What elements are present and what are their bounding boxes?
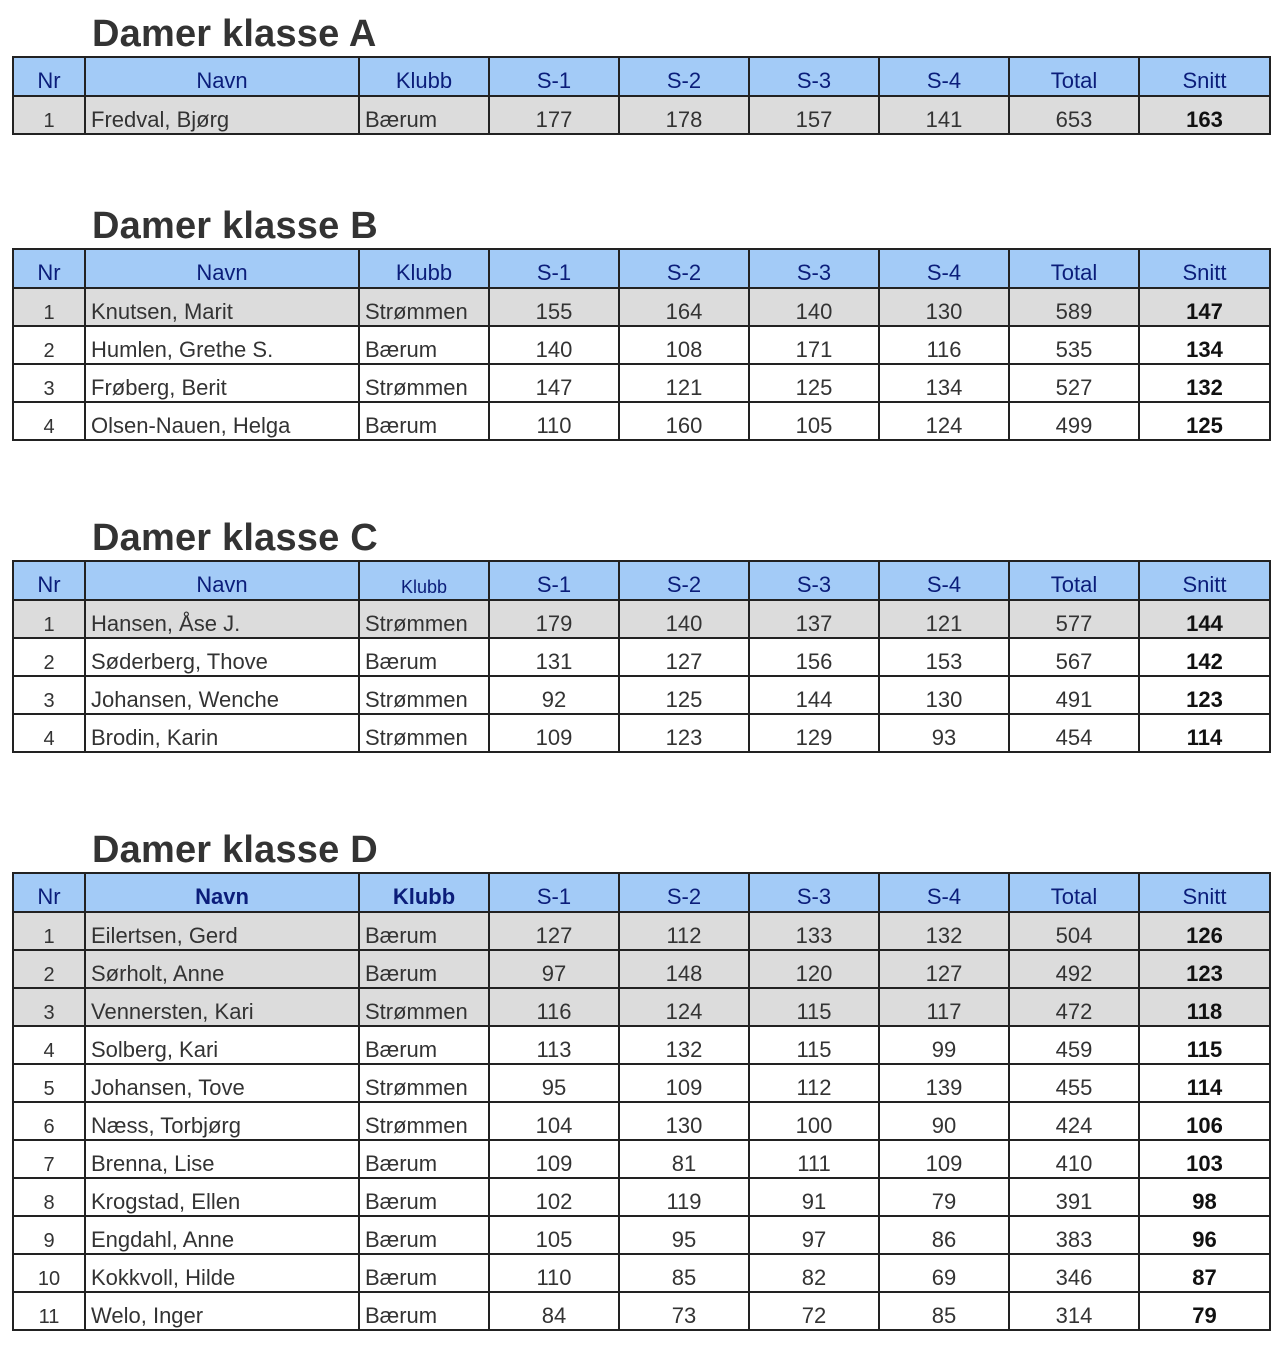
cell-s3: 111 (749, 1140, 879, 1178)
table-row (13, 1216, 1270, 1254)
header-navn: Navn (85, 873, 359, 912)
table-row (13, 1026, 1270, 1064)
section-title: Damer klasse D (92, 829, 378, 871)
cell-snitt: 123 (1139, 676, 1270, 714)
header-navn: Navn (85, 561, 359, 600)
cell-klubb: Bærum (359, 1140, 489, 1178)
cell-navn: Hansen, Åse J. (85, 600, 359, 638)
header-s4: S-4 (879, 873, 1009, 912)
cell-s4: 86 (879, 1216, 1009, 1254)
cell-s2: 112 (619, 912, 749, 950)
cell-s1: 140 (489, 326, 619, 364)
table-row (13, 1140, 1270, 1178)
table-row (13, 1254, 1270, 1292)
cell-klubb: Bærum (359, 950, 489, 988)
header-klubb: Klubb (359, 57, 489, 96)
table-row (13, 600, 1270, 638)
cell-total: 391 (1009, 1178, 1139, 1216)
cell-nr: 4 (13, 1026, 85, 1064)
cell-s3: 82 (749, 1254, 879, 1292)
cell-nr: 6 (13, 1102, 85, 1140)
cell-snitt: 163 (1139, 96, 1270, 134)
table-row (13, 676, 1270, 714)
header-total: Total (1009, 561, 1139, 600)
header-s3: S-3 (749, 249, 879, 288)
cell-s2: 130 (619, 1102, 749, 1140)
cell-s4: 141 (879, 96, 1009, 134)
header-nr: Nr (13, 57, 85, 96)
cell-snitt: 126 (1139, 912, 1270, 950)
section-title: Damer klasse B (92, 205, 378, 247)
cell-s4: 124 (879, 402, 1009, 440)
cell-s4: 85 (879, 1292, 1009, 1330)
header-nr: Nr (13, 873, 85, 912)
cell-klubb: Bærum (359, 1254, 489, 1292)
cell-s4: 130 (879, 676, 1009, 714)
cell-navn: Eilertsen, Gerd (85, 912, 359, 950)
cell-klubb: Strømmen (359, 676, 489, 714)
cell-navn: Brenna, Lise (85, 1140, 359, 1178)
cell-klubb: Bærum (359, 638, 489, 676)
cell-s1: 84 (489, 1292, 619, 1330)
cell-s3: 72 (749, 1292, 879, 1330)
table-row (13, 1102, 1270, 1140)
cell-s2: 121 (619, 364, 749, 402)
cell-klubb: Strømmen (359, 364, 489, 402)
cell-s4: 99 (879, 1026, 1009, 1064)
cell-s3: 140 (749, 288, 879, 326)
cell-navn: Frøberg, Berit (85, 364, 359, 402)
cell-s1: 92 (489, 676, 619, 714)
cell-s3: 91 (749, 1178, 879, 1216)
cell-s4: 134 (879, 364, 1009, 402)
cell-s2: 178 (619, 96, 749, 134)
cell-total: 314 (1009, 1292, 1139, 1330)
cell-nr: 11 (13, 1292, 85, 1330)
header-row (13, 249, 1270, 288)
cell-nr: 2 (13, 326, 85, 364)
table-row (13, 912, 1270, 950)
table-row (13, 638, 1270, 676)
cell-s4: 132 (879, 912, 1009, 950)
cell-snitt: 114 (1139, 714, 1270, 752)
results-table (12, 560, 1271, 753)
cell-total: 653 (1009, 96, 1139, 134)
results-table (12, 248, 1271, 441)
cell-total: 589 (1009, 288, 1139, 326)
cell-navn: Johansen, Wenche (85, 676, 359, 714)
table-row (13, 1064, 1270, 1102)
cell-s1: 104 (489, 1102, 619, 1140)
cell-s2: 85 (619, 1254, 749, 1292)
cell-s3: 156 (749, 638, 879, 676)
cell-s4: 93 (879, 714, 1009, 752)
table-row (13, 1178, 1270, 1216)
cell-navn: Sørholt, Anne (85, 950, 359, 988)
header-klubb: Klubb (359, 873, 489, 912)
cell-s1: 105 (489, 1216, 619, 1254)
cell-s2: 81 (619, 1140, 749, 1178)
cell-s4: 90 (879, 1102, 1009, 1140)
table-row (13, 326, 1270, 364)
cell-navn: Vennersten, Kari (85, 988, 359, 1026)
section-title: Damer klasse C (92, 517, 378, 559)
cell-total: 459 (1009, 1026, 1139, 1064)
cell-s1: 131 (489, 638, 619, 676)
cell-navn: Solberg, Kari (85, 1026, 359, 1064)
cell-klubb: Bærum (359, 326, 489, 364)
cell-s1: 110 (489, 402, 619, 440)
cell-s1: 110 (489, 1254, 619, 1292)
cell-s3: 125 (749, 364, 879, 402)
cell-nr: 4 (13, 714, 85, 752)
cell-snitt: 103 (1139, 1140, 1270, 1178)
cell-nr: 3 (13, 676, 85, 714)
cell-s3: 105 (749, 402, 879, 440)
header-klubb: Klubb (359, 561, 489, 600)
cell-navn: Krogstad, Ellen (85, 1178, 359, 1216)
cell-navn: Olsen-Nauen, Helga (85, 402, 359, 440)
cell-snitt: 115 (1139, 1026, 1270, 1064)
table-row (13, 714, 1270, 752)
cell-total: 424 (1009, 1102, 1139, 1140)
cell-s1: 179 (489, 600, 619, 638)
table-row (13, 364, 1270, 402)
header-row (13, 873, 1270, 912)
cell-s3: 129 (749, 714, 879, 752)
table-row (13, 988, 1270, 1026)
cell-klubb: Strømmen (359, 714, 489, 752)
cell-s4: 121 (879, 600, 1009, 638)
header-nr: Nr (13, 249, 85, 288)
cell-s2: 73 (619, 1292, 749, 1330)
cell-s3: 115 (749, 988, 879, 1026)
header-s4: S-4 (879, 57, 1009, 96)
header-navn: Navn (85, 57, 359, 96)
header-snitt: Snitt (1139, 873, 1270, 912)
cell-s4: 153 (879, 638, 1009, 676)
cell-nr: 4 (13, 402, 85, 440)
header-row (13, 57, 1270, 96)
cell-s4: 139 (879, 1064, 1009, 1102)
cell-snitt: 132 (1139, 364, 1270, 402)
results-table (12, 56, 1271, 135)
cell-snitt: 87 (1139, 1254, 1270, 1292)
cell-total: 472 (1009, 988, 1139, 1026)
cell-s2: 123 (619, 714, 749, 752)
cell-total: 454 (1009, 714, 1139, 752)
cell-snitt: 123 (1139, 950, 1270, 988)
cell-snitt: 98 (1139, 1178, 1270, 1216)
cell-s3: 120 (749, 950, 879, 988)
header-s3: S-3 (749, 561, 879, 600)
cell-s4: 130 (879, 288, 1009, 326)
cell-s2: 119 (619, 1178, 749, 1216)
cell-s1: 147 (489, 364, 619, 402)
cell-navn: Johansen, Tove (85, 1064, 359, 1102)
cell-s4: 109 (879, 1140, 1009, 1178)
cell-total: 455 (1009, 1064, 1139, 1102)
cell-s2: 109 (619, 1064, 749, 1102)
cell-total: 492 (1009, 950, 1139, 988)
cell-total: 504 (1009, 912, 1139, 950)
cell-klubb: Bærum (359, 1292, 489, 1330)
header-navn: Navn (85, 249, 359, 288)
cell-klubb: Strømmen (359, 1064, 489, 1102)
header-s2: S-2 (619, 249, 749, 288)
cell-snitt: 118 (1139, 988, 1270, 1026)
cell-total: 410 (1009, 1140, 1139, 1178)
header-s2: S-2 (619, 57, 749, 96)
cell-snitt: 79 (1139, 1292, 1270, 1330)
table-row (13, 288, 1270, 326)
cell-snitt: 144 (1139, 600, 1270, 638)
header-snitt: Snitt (1139, 561, 1270, 600)
header-s3: S-3 (749, 57, 879, 96)
cell-total: 577 (1009, 600, 1139, 638)
cell-s2: 124 (619, 988, 749, 1026)
cell-klubb: Strømmen (359, 288, 489, 326)
header-s2: S-2 (619, 561, 749, 600)
cell-s3: 171 (749, 326, 879, 364)
cell-s1: 95 (489, 1064, 619, 1102)
cell-s4: 127 (879, 950, 1009, 988)
cell-s1: 127 (489, 912, 619, 950)
cell-s4: 79 (879, 1178, 1009, 1216)
cell-snitt: 147 (1139, 288, 1270, 326)
cell-snitt: 114 (1139, 1064, 1270, 1102)
header-s4: S-4 (879, 561, 1009, 600)
cell-snitt: 106 (1139, 1102, 1270, 1140)
cell-klubb: Bærum (359, 912, 489, 950)
cell-s2: 164 (619, 288, 749, 326)
header-s1: S-1 (489, 249, 619, 288)
cell-nr: 2 (13, 950, 85, 988)
cell-total: 491 (1009, 676, 1139, 714)
cell-s1: 113 (489, 1026, 619, 1064)
header-row (13, 561, 1270, 600)
cell-klubb: Bærum (359, 1026, 489, 1064)
cell-klubb: Bærum (359, 1178, 489, 1216)
header-s2: S-2 (619, 873, 749, 912)
cell-total: 499 (1009, 402, 1139, 440)
cell-klubb: Strømmen (359, 988, 489, 1026)
cell-s1: 155 (489, 288, 619, 326)
cell-klubb: Strømmen (359, 1102, 489, 1140)
cell-s2: 140 (619, 600, 749, 638)
header-klubb: Klubb (359, 249, 489, 288)
header-total: Total (1009, 249, 1139, 288)
cell-s1: 109 (489, 1140, 619, 1178)
cell-s3: 157 (749, 96, 879, 134)
cell-navn: Engdahl, Anne (85, 1216, 359, 1254)
header-nr: Nr (13, 561, 85, 600)
cell-navn: Brodin, Karin (85, 714, 359, 752)
cell-s3: 115 (749, 1026, 879, 1064)
cell-s3: 133 (749, 912, 879, 950)
cell-navn: Næss, Torbjørg (85, 1102, 359, 1140)
cell-navn: Søderberg, Thove (85, 638, 359, 676)
cell-s2: 95 (619, 1216, 749, 1254)
cell-s3: 112 (749, 1064, 879, 1102)
cell-total: 383 (1009, 1216, 1139, 1254)
cell-snitt: 125 (1139, 402, 1270, 440)
cell-klubb: Bærum (359, 96, 489, 134)
cell-s1: 177 (489, 96, 619, 134)
cell-nr: 8 (13, 1178, 85, 1216)
cell-s4: 69 (879, 1254, 1009, 1292)
cell-navn: Welo, Inger (85, 1292, 359, 1330)
cell-nr: 9 (13, 1216, 85, 1254)
header-s1: S-1 (489, 873, 619, 912)
cell-klubb: Bærum (359, 402, 489, 440)
cell-s1: 116 (489, 988, 619, 1026)
cell-nr: 1 (13, 600, 85, 638)
cell-s3: 144 (749, 676, 879, 714)
cell-total: 535 (1009, 326, 1139, 364)
header-total: Total (1009, 57, 1139, 96)
cell-navn: Humlen, Grethe S. (85, 326, 359, 364)
cell-nr: 1 (13, 912, 85, 950)
table-row (13, 96, 1270, 134)
header-snitt: Snitt (1139, 249, 1270, 288)
cell-s1: 97 (489, 950, 619, 988)
cell-snitt: 96 (1139, 1216, 1270, 1254)
cell-nr: 1 (13, 288, 85, 326)
header-s4: S-4 (879, 249, 1009, 288)
cell-s2: 132 (619, 1026, 749, 1064)
cell-snitt: 142 (1139, 638, 1270, 676)
cell-s4: 116 (879, 326, 1009, 364)
cell-nr: 7 (13, 1140, 85, 1178)
cell-s2: 108 (619, 326, 749, 364)
cell-s3: 100 (749, 1102, 879, 1140)
cell-s4: 117 (879, 988, 1009, 1026)
cell-nr: 1 (13, 96, 85, 134)
cell-total: 567 (1009, 638, 1139, 676)
cell-navn: Kokkvoll, Hilde (85, 1254, 359, 1292)
header-s3: S-3 (749, 873, 879, 912)
cell-s1: 109 (489, 714, 619, 752)
header-snitt: Snitt (1139, 57, 1270, 96)
header-s1: S-1 (489, 561, 619, 600)
cell-s3: 97 (749, 1216, 879, 1254)
header-total: Total (1009, 873, 1139, 912)
cell-s2: 148 (619, 950, 749, 988)
cell-total: 527 (1009, 364, 1139, 402)
header-s1: S-1 (489, 57, 619, 96)
cell-nr: 2 (13, 638, 85, 676)
results-table (12, 872, 1271, 1331)
cell-navn: Knutsen, Marit (85, 288, 359, 326)
cell-s2: 125 (619, 676, 749, 714)
cell-nr: 10 (13, 1254, 85, 1292)
table-row (13, 402, 1270, 440)
table-row (13, 1292, 1270, 1330)
cell-s1: 102 (489, 1178, 619, 1216)
section-title: Damer klasse A (92, 13, 377, 55)
cell-navn: Fredval, Bjørg (85, 96, 359, 134)
table-row (13, 950, 1270, 988)
cell-nr: 3 (13, 364, 85, 402)
cell-nr: 3 (13, 988, 85, 1026)
cell-total: 346 (1009, 1254, 1139, 1292)
cell-klubb: Bærum (359, 1216, 489, 1254)
cell-klubb: Strømmen (359, 600, 489, 638)
cell-s3: 137 (749, 600, 879, 638)
cell-s2: 160 (619, 402, 749, 440)
cell-snitt: 134 (1139, 326, 1270, 364)
cell-s2: 127 (619, 638, 749, 676)
cell-nr: 5 (13, 1064, 85, 1102)
